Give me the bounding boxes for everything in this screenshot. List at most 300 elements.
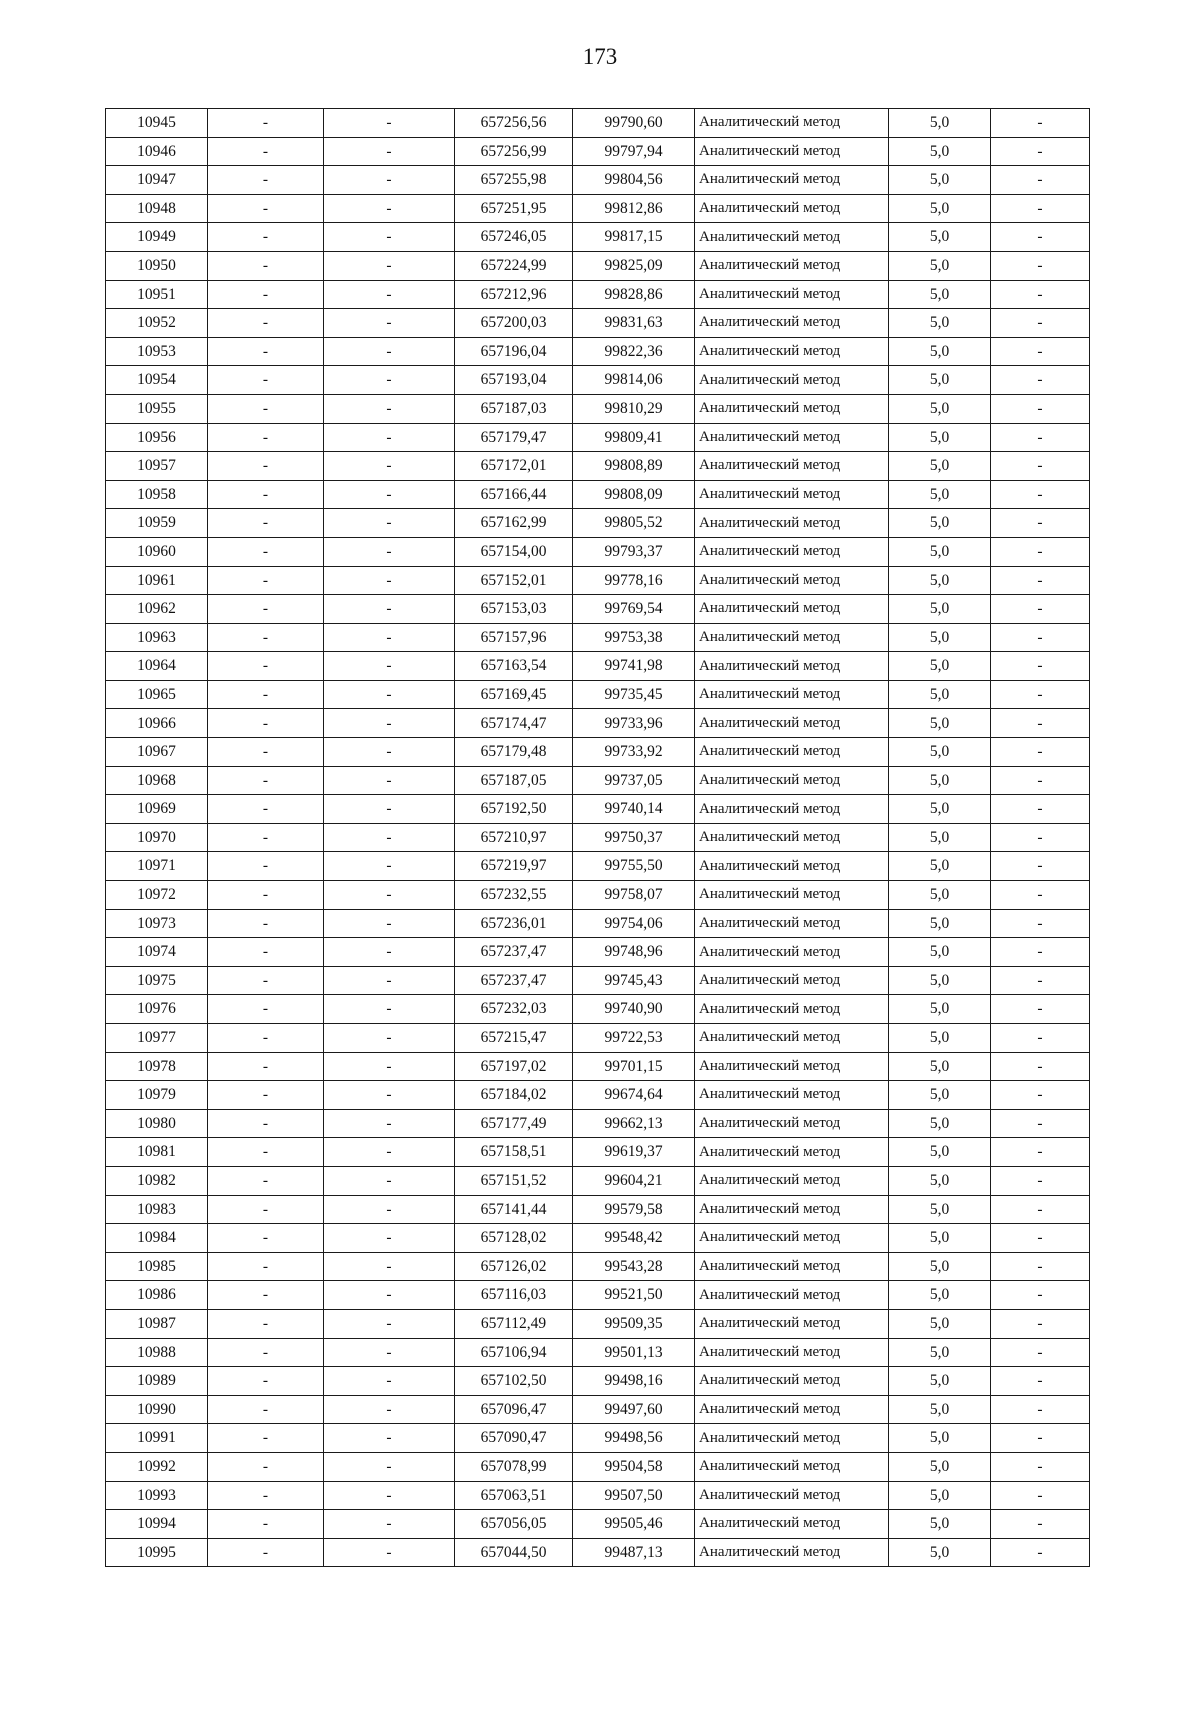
cell-point-number: 10945	[106, 109, 208, 138]
cell-dash-1: -	[208, 1309, 324, 1338]
cell-dash-3: -	[991, 881, 1090, 910]
cell-dash-1: -	[208, 166, 324, 195]
cell-x-coordinate: 657116,03	[455, 1281, 573, 1310]
table-row	[106, 652, 1090, 681]
cell-point-number: 10981	[106, 1138, 208, 1167]
cell-dash-2: -	[324, 1024, 455, 1053]
cell-dash-3: -	[991, 194, 1090, 223]
cell-dash-2: -	[324, 537, 455, 566]
cell-x-coordinate: 657184,02	[455, 1081, 573, 1110]
cell-accuracy: 5,0	[889, 1424, 991, 1453]
cell-y-coordinate: 99810,29	[573, 394, 695, 423]
cell-dash-3: -	[991, 566, 1090, 595]
cell-x-coordinate: 657141,44	[455, 1195, 573, 1224]
cell-point-number: 10984	[106, 1224, 208, 1253]
cell-method: Аналитический метод	[695, 366, 889, 395]
cell-y-coordinate: 99674,64	[573, 1081, 695, 1110]
cell-dash-1: -	[208, 1138, 324, 1167]
cell-x-coordinate: 657256,99	[455, 137, 573, 166]
cell-point-number: 10953	[106, 337, 208, 366]
cell-x-coordinate: 657196,04	[455, 337, 573, 366]
cell-accuracy: 5,0	[889, 909, 991, 938]
cell-method: Аналитический метод	[695, 537, 889, 566]
cell-method: Аналитический метод	[695, 394, 889, 423]
table-row	[106, 1081, 1090, 1110]
cell-accuracy: 5,0	[889, 537, 991, 566]
cell-method: Аналитический метод	[695, 709, 889, 738]
cell-dash-2: -	[324, 595, 455, 624]
cell-accuracy: 5,0	[889, 566, 991, 595]
cell-dash-3: -	[991, 709, 1090, 738]
cell-point-number: 10973	[106, 909, 208, 938]
cell-method: Аналитический метод	[695, 766, 889, 795]
cell-dash-3: -	[991, 1195, 1090, 1224]
table-row	[106, 223, 1090, 252]
cell-point-number: 10949	[106, 223, 208, 252]
cell-accuracy: 5,0	[889, 1024, 991, 1053]
cell-dash-3: -	[991, 452, 1090, 481]
table-row	[106, 1538, 1090, 1567]
cell-y-coordinate: 99498,56	[573, 1424, 695, 1453]
cell-x-coordinate: 657177,49	[455, 1109, 573, 1138]
cell-point-number: 10982	[106, 1166, 208, 1195]
cell-dash-3: -	[991, 137, 1090, 166]
cell-dash-1: -	[208, 537, 324, 566]
cell-dash-1: -	[208, 595, 324, 624]
table-row	[106, 251, 1090, 280]
cell-accuracy: 5,0	[889, 1510, 991, 1539]
cell-x-coordinate: 657215,47	[455, 1024, 573, 1053]
table-row	[106, 537, 1090, 566]
cell-method: Аналитический метод	[695, 337, 889, 366]
table-row	[106, 1138, 1090, 1167]
cell-y-coordinate: 99509,35	[573, 1309, 695, 1338]
cell-point-number: 10958	[106, 480, 208, 509]
table-row	[106, 1052, 1090, 1081]
cell-point-number: 10966	[106, 709, 208, 738]
cell-dash-1: -	[208, 1481, 324, 1510]
cell-dash-1: -	[208, 1224, 324, 1253]
cell-accuracy: 5,0	[889, 995, 991, 1024]
cell-x-coordinate: 657237,47	[455, 966, 573, 995]
cell-x-coordinate: 657090,47	[455, 1424, 573, 1453]
cell-dash-2: -	[324, 766, 455, 795]
cell-x-coordinate: 657246,05	[455, 223, 573, 252]
cell-accuracy: 5,0	[889, 595, 991, 624]
cell-dash-1: -	[208, 1452, 324, 1481]
table-row	[106, 166, 1090, 195]
cell-y-coordinate: 99604,21	[573, 1166, 695, 1195]
cell-point-number: 10967	[106, 738, 208, 767]
cell-y-coordinate: 99619,37	[573, 1138, 695, 1167]
cell-dash-3: -	[991, 680, 1090, 709]
cell-point-number: 10970	[106, 823, 208, 852]
cell-y-coordinate: 99740,14	[573, 795, 695, 824]
cell-y-coordinate: 99814,06	[573, 366, 695, 395]
cell-x-coordinate: 657192,50	[455, 795, 573, 824]
cell-y-coordinate: 99753,38	[573, 623, 695, 652]
table-row	[106, 309, 1090, 338]
table-row	[106, 1309, 1090, 1338]
cell-dash-2: -	[324, 223, 455, 252]
cell-x-coordinate: 657255,98	[455, 166, 573, 195]
table-row	[106, 881, 1090, 910]
cell-x-coordinate: 657169,45	[455, 680, 573, 709]
cell-dash-1: -	[208, 966, 324, 995]
cell-method: Аналитический метод	[695, 1538, 889, 1567]
cell-accuracy: 5,0	[889, 394, 991, 423]
cell-dash-3: -	[991, 1424, 1090, 1453]
cell-x-coordinate: 657063,51	[455, 1481, 573, 1510]
cell-x-coordinate: 657193,04	[455, 366, 573, 395]
table-row	[106, 766, 1090, 795]
cell-method: Аналитический метод	[695, 194, 889, 223]
cell-x-coordinate: 657153,03	[455, 595, 573, 624]
cell-method: Аналитический метод	[695, 452, 889, 481]
cell-dash-3: -	[991, 423, 1090, 452]
cell-accuracy: 5,0	[889, 166, 991, 195]
cell-dash-2: -	[324, 1338, 455, 1367]
cell-dash-3: -	[991, 1252, 1090, 1281]
cell-y-coordinate: 99745,43	[573, 966, 695, 995]
cell-dash-2: -	[324, 995, 455, 1024]
cell-dash-2: -	[324, 480, 455, 509]
cell-dash-3: -	[991, 366, 1090, 395]
cell-dash-1: -	[208, 1052, 324, 1081]
cell-y-coordinate: 99769,54	[573, 595, 695, 624]
cell-dash-1: -	[208, 680, 324, 709]
cell-x-coordinate: 657162,99	[455, 509, 573, 538]
cell-point-number: 10968	[106, 766, 208, 795]
cell-dash-1: -	[208, 1081, 324, 1110]
cell-dash-1: -	[208, 1338, 324, 1367]
cell-dash-3: -	[991, 966, 1090, 995]
cell-y-coordinate: 99733,96	[573, 709, 695, 738]
table-row	[106, 1252, 1090, 1281]
cell-dash-2: -	[324, 795, 455, 824]
cell-y-coordinate: 99507,50	[573, 1481, 695, 1510]
cell-point-number: 10957	[106, 452, 208, 481]
cell-method: Аналитический метод	[695, 823, 889, 852]
table-row	[106, 966, 1090, 995]
cell-dash-3: -	[991, 795, 1090, 824]
cell-point-number: 10974	[106, 938, 208, 967]
cell-dash-3: -	[991, 1224, 1090, 1253]
cell-accuracy: 5,0	[889, 137, 991, 166]
cell-method: Аналитический метод	[695, 566, 889, 595]
cell-accuracy: 5,0	[889, 1481, 991, 1510]
cell-accuracy: 5,0	[889, 966, 991, 995]
table-row	[106, 1224, 1090, 1253]
table-row	[106, 1395, 1090, 1424]
cell-point-number: 10976	[106, 995, 208, 1024]
cell-dash-3: -	[991, 595, 1090, 624]
table-row	[106, 366, 1090, 395]
cell-dash-1: -	[208, 394, 324, 423]
cell-method: Аналитический метод	[695, 995, 889, 1024]
cell-x-coordinate: 657219,97	[455, 852, 573, 881]
cell-dash-2: -	[324, 652, 455, 681]
cell-accuracy: 5,0	[889, 1081, 991, 1110]
cell-dash-2: -	[324, 1166, 455, 1195]
table-row	[106, 623, 1090, 652]
cell-y-coordinate: 99808,89	[573, 452, 695, 481]
cell-point-number: 10979	[106, 1081, 208, 1110]
cell-x-coordinate: 657224,99	[455, 251, 573, 280]
cell-dash-1: -	[208, 623, 324, 652]
cell-method: Аналитический метод	[695, 1252, 889, 1281]
cell-y-coordinate: 99790,60	[573, 109, 695, 138]
cell-accuracy: 5,0	[889, 1538, 991, 1567]
cell-method: Аналитический метод	[695, 480, 889, 509]
table-row	[106, 1281, 1090, 1310]
cell-dash-1: -	[208, 823, 324, 852]
cell-y-coordinate: 99755,50	[573, 852, 695, 881]
cell-dash-3: -	[991, 1052, 1090, 1081]
cell-x-coordinate: 657078,99	[455, 1452, 573, 1481]
cell-y-coordinate: 99809,41	[573, 423, 695, 452]
cell-dash-2: -	[324, 1224, 455, 1253]
cell-x-coordinate: 657128,02	[455, 1224, 573, 1253]
cell-accuracy: 5,0	[889, 109, 991, 138]
table-row	[106, 337, 1090, 366]
cell-x-coordinate: 657197,02	[455, 1052, 573, 1081]
table-row	[106, 938, 1090, 967]
cell-point-number: 10955	[106, 394, 208, 423]
cell-method: Аналитический метод	[695, 595, 889, 624]
cell-y-coordinate: 99822,36	[573, 337, 695, 366]
cell-dash-2: -	[324, 194, 455, 223]
cell-dash-1: -	[208, 852, 324, 881]
cell-method: Аналитический метод	[695, 509, 889, 538]
cell-point-number: 10991	[106, 1424, 208, 1453]
cell-dash-3: -	[991, 480, 1090, 509]
cell-y-coordinate: 99722,53	[573, 1024, 695, 1053]
cell-dash-3: -	[991, 109, 1090, 138]
cell-x-coordinate: 657152,01	[455, 566, 573, 595]
cell-accuracy: 5,0	[889, 366, 991, 395]
cell-point-number: 10971	[106, 852, 208, 881]
cell-point-number: 10962	[106, 595, 208, 624]
cell-dash-1: -	[208, 881, 324, 910]
cell-accuracy: 5,0	[889, 881, 991, 910]
cell-dash-2: -	[324, 109, 455, 138]
cell-point-number: 10988	[106, 1338, 208, 1367]
table-row	[106, 1166, 1090, 1195]
cell-y-coordinate: 99812,86	[573, 194, 695, 223]
cell-method: Аналитический метод	[695, 1395, 889, 1424]
cell-point-number: 10989	[106, 1367, 208, 1396]
cell-accuracy: 5,0	[889, 738, 991, 767]
cell-dash-2: -	[324, 909, 455, 938]
cell-dash-3: -	[991, 1481, 1090, 1510]
cell-y-coordinate: 99754,06	[573, 909, 695, 938]
cell-dash-2: -	[324, 1424, 455, 1453]
cell-dash-3: -	[991, 1138, 1090, 1167]
table-row	[106, 709, 1090, 738]
cell-point-number: 10995	[106, 1538, 208, 1567]
cell-accuracy: 5,0	[889, 1452, 991, 1481]
table-row	[106, 595, 1090, 624]
table-row	[106, 280, 1090, 309]
cell-method: Аналитический метод	[695, 1481, 889, 1510]
table-row	[106, 1481, 1090, 1510]
cell-x-coordinate: 657126,02	[455, 1252, 573, 1281]
table-row	[106, 823, 1090, 852]
cell-y-coordinate: 99501,13	[573, 1338, 695, 1367]
cell-method: Аналитический метод	[695, 680, 889, 709]
cell-x-coordinate: 657157,96	[455, 623, 573, 652]
cell-point-number: 10992	[106, 1452, 208, 1481]
cell-dash-1: -	[208, 366, 324, 395]
cell-x-coordinate: 657187,03	[455, 394, 573, 423]
cell-method: Аналитический метод	[695, 109, 889, 138]
cell-dash-1: -	[208, 795, 324, 824]
cell-method: Аналитический метод	[695, 938, 889, 967]
cell-dash-3: -	[991, 280, 1090, 309]
table-row	[106, 795, 1090, 824]
cell-accuracy: 5,0	[889, 823, 991, 852]
cell-dash-2: -	[324, 823, 455, 852]
cell-x-coordinate: 657236,01	[455, 909, 573, 938]
table-row	[106, 1510, 1090, 1539]
cell-y-coordinate: 99733,92	[573, 738, 695, 767]
cell-dash-2: -	[324, 1452, 455, 1481]
cell-dash-2: -	[324, 1081, 455, 1110]
cell-dash-2: -	[324, 1309, 455, 1338]
cell-method: Аналитический метод	[695, 909, 889, 938]
cell-dash-2: -	[324, 137, 455, 166]
cell-accuracy: 5,0	[889, 452, 991, 481]
cell-x-coordinate: 657112,49	[455, 1309, 573, 1338]
cell-dash-2: -	[324, 1395, 455, 1424]
cell-y-coordinate: 99579,58	[573, 1195, 695, 1224]
cell-dash-2: -	[324, 1138, 455, 1167]
cell-accuracy: 5,0	[889, 1309, 991, 1338]
cell-y-coordinate: 99748,96	[573, 938, 695, 967]
cell-point-number: 10964	[106, 652, 208, 681]
table-row	[106, 452, 1090, 481]
cell-dash-3: -	[991, 1452, 1090, 1481]
cell-point-number: 10994	[106, 1510, 208, 1539]
cell-dash-1: -	[208, 251, 324, 280]
cell-dash-3: -	[991, 1367, 1090, 1396]
cell-accuracy: 5,0	[889, 480, 991, 509]
cell-dash-2: -	[324, 623, 455, 652]
cell-dash-1: -	[208, 1195, 324, 1224]
cell-accuracy: 5,0	[889, 1109, 991, 1138]
cell-dash-2: -	[324, 166, 455, 195]
cell-dash-2: -	[324, 1195, 455, 1224]
cell-point-number: 10993	[106, 1481, 208, 1510]
cell-accuracy: 5,0	[889, 938, 991, 967]
cell-dash-3: -	[991, 166, 1090, 195]
cell-point-number: 10960	[106, 537, 208, 566]
cell-y-coordinate: 99828,86	[573, 280, 695, 309]
table-row	[106, 1109, 1090, 1138]
table-row	[106, 909, 1090, 938]
cell-y-coordinate: 99740,90	[573, 995, 695, 1024]
cell-accuracy: 5,0	[889, 1281, 991, 1310]
table-row	[106, 680, 1090, 709]
cell-point-number: 10947	[106, 166, 208, 195]
cell-dash-3: -	[991, 509, 1090, 538]
cell-dash-2: -	[324, 966, 455, 995]
page-number: 173	[582, 44, 618, 69]
cell-point-number: 10980	[106, 1109, 208, 1138]
cell-dash-2: -	[324, 938, 455, 967]
cell-x-coordinate: 657187,05	[455, 766, 573, 795]
cell-point-number: 10950	[106, 251, 208, 280]
cell-accuracy: 5,0	[889, 251, 991, 280]
cell-accuracy: 5,0	[889, 337, 991, 366]
cell-y-coordinate: 99505,46	[573, 1510, 695, 1539]
cell-method: Аналитический метод	[695, 280, 889, 309]
cell-point-number: 10972	[106, 881, 208, 910]
cell-method: Аналитический метод	[695, 1024, 889, 1053]
cell-dash-1: -	[208, 1510, 324, 1539]
cell-method: Аналитический метод	[695, 1166, 889, 1195]
cell-accuracy: 5,0	[889, 309, 991, 338]
table-row	[106, 1338, 1090, 1367]
cell-y-coordinate: 99808,09	[573, 480, 695, 509]
cell-point-number: 10985	[106, 1252, 208, 1281]
cell-x-coordinate: 657044,50	[455, 1538, 573, 1567]
cell-dash-3: -	[991, 309, 1090, 338]
cell-dash-3: -	[991, 852, 1090, 881]
cell-dash-3: -	[991, 223, 1090, 252]
cell-dash-3: -	[991, 1309, 1090, 1338]
table-row	[106, 995, 1090, 1024]
cell-dash-3: -	[991, 1538, 1090, 1567]
cell-y-coordinate: 99504,58	[573, 1452, 695, 1481]
cell-dash-2: -	[324, 852, 455, 881]
cell-y-coordinate: 99758,07	[573, 881, 695, 910]
table-body	[106, 109, 1090, 1567]
cell-y-coordinate: 99817,15	[573, 223, 695, 252]
cell-y-coordinate: 99741,98	[573, 652, 695, 681]
cell-dash-2: -	[324, 423, 455, 452]
cell-dash-2: -	[324, 1109, 455, 1138]
cell-dash-2: -	[324, 309, 455, 338]
cell-dash-3: -	[991, 995, 1090, 1024]
coordinates-table	[105, 108, 1090, 1567]
cell-method: Аналитический метод	[695, 1109, 889, 1138]
cell-point-number: 10946	[106, 137, 208, 166]
cell-y-coordinate: 99662,13	[573, 1109, 695, 1138]
table-row	[106, 1195, 1090, 1224]
cell-accuracy: 5,0	[889, 509, 991, 538]
cell-point-number: 10975	[106, 966, 208, 995]
table-row	[106, 566, 1090, 595]
table-row	[106, 1367, 1090, 1396]
cell-accuracy: 5,0	[889, 795, 991, 824]
cell-method: Аналитический метод	[695, 309, 889, 338]
cell-dash-1: -	[208, 1367, 324, 1396]
cell-method: Аналитический метод	[695, 1052, 889, 1081]
cell-x-coordinate: 657256,56	[455, 109, 573, 138]
cell-accuracy: 5,0	[889, 194, 991, 223]
cell-dash-3: -	[991, 823, 1090, 852]
cell-dash-1: -	[208, 995, 324, 1024]
cell-dash-3: -	[991, 909, 1090, 938]
cell-point-number: 10948	[106, 194, 208, 223]
cell-dash-1: -	[208, 423, 324, 452]
cell-accuracy: 5,0	[889, 1052, 991, 1081]
cell-point-number: 10965	[106, 680, 208, 709]
cell-dash-1: -	[208, 509, 324, 538]
cell-dash-1: -	[208, 280, 324, 309]
